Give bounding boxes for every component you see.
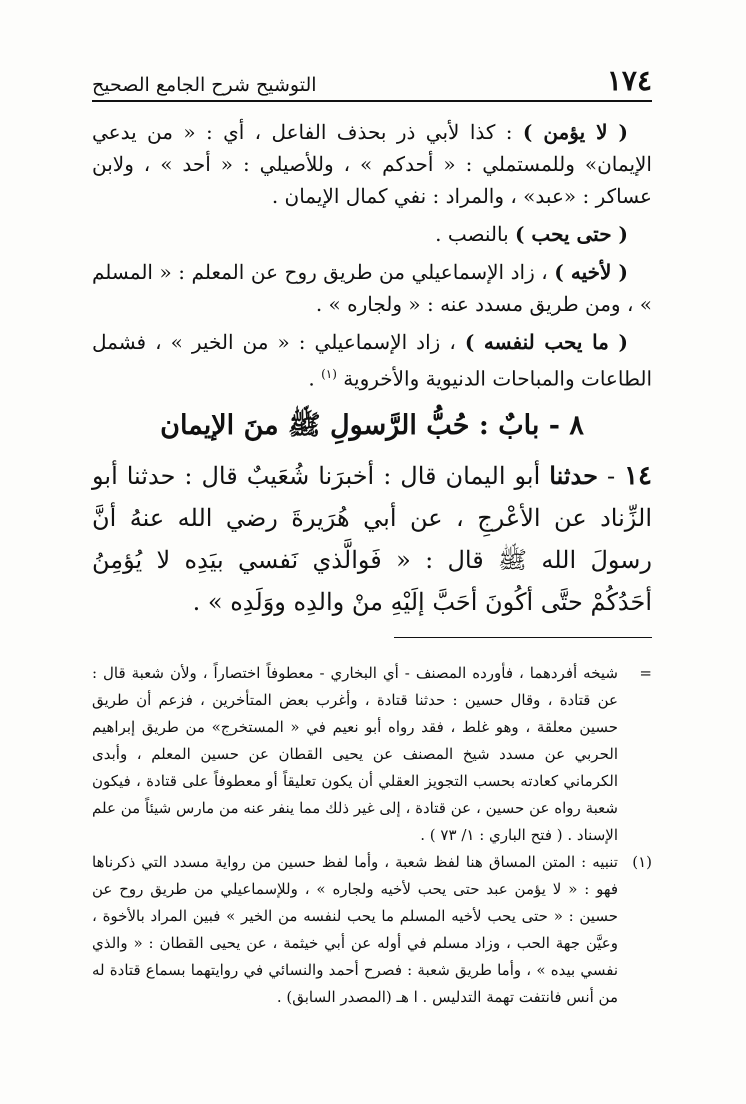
footnote-marker: = xyxy=(639,663,652,682)
lemma: ( ما يحب لنفسه ) xyxy=(464,330,628,354)
commentary-text: ، زاد الإسماعيلي : « من الخير » ، فشمل الطاعات والمباحات الدنيوية والأخروية xyxy=(92,330,652,391)
commentary-paragraph xyxy=(92,256,652,320)
lemma: ( لا يؤمن ) xyxy=(522,120,628,144)
lemma: ( لأخيه ) xyxy=(554,260,628,284)
footnote-text: تنبيه : المتن المساق هنا لفظ شعبة ، وأما لفظ حسين من رواية مسدد التي ذكرناها فهو : « لا يؤمن عبد حتى يحب لأخيه ولجاره » ، وللإسماعيلي من طريق روح عن حسين : « حتى يحب لأخيه المسلم ما يحب لنفسه من الخير » فبين المراد بالأخوة ، وعيَّن جهة الحب ، وزاد مسلم في أوله عن أبي خيثمة ، عن يحيى القطان : « والذي نفسي بيده » ، وأما طريق شعبة : فصرح أحمد والنسائي في روايتهما بسماع قتادة له من أنس فانتفت تهمة التدليس . ا هـ (المصدر السابق) . xyxy=(92,852,618,1006)
commentary-paragraph xyxy=(92,218,652,250)
commentary-text: ، زاد الإسماعيلي من طريق روح عن المعلم : « المسلم » ، ومن طريق مسدد عنه : « ولجاره » . xyxy=(92,260,652,316)
commentary-text: : كذا لأبي ذر بحذف الفاعل ، أي : « من يدعي الإيمان» وللمستملي : « أحدكم » ، وللأصيلي : « أحد » ، ولابن عساكر : «عبد» ، والمراد : نفي كمال الإيمان . xyxy=(92,120,652,208)
book-page xyxy=(92,56,652,1011)
footnote-text: شيخه أفردهما ، فأورده المصنف - أي البخاري - معطوفاً اختصاراً ، ولأن شعبة قال : عن قتادة ، وقال حسين : حدثنا قتادة ، وأغرب بعض المتأخرين ، فزعم أن طريق حسين معلقة ، وهو غلط ، فقد رواه أبو نعيم في « المستخرج» من طريق إبراهيم الحربي عن مسدد شيخ المصنف عن يحيى القطان عن حسين المعلم ، وأبدى الكرماني كعادته بحسب التجويز العقلي أن يكون تعليقاً أو معطوفاً على قتادة ، فيكون شعبة رواه عن حسين ، عن قتادة ، إلى غير ذلك مما ينفر عنه من مارس شيئاً من علم الإسناد . ( فتح الباري : ١/ ٧٣ ) . xyxy=(92,663,618,844)
footnote-marker: (١) xyxy=(632,852,652,871)
chapter-heading: ٨ - بابٌ : حُبُّ الرَّسولِ ﷺ منَ الإيمان xyxy=(160,409,584,441)
prophetic-words: فَوالَّذي نَفسي بيَدِه لا يُؤمِنُ أحَدُكُمْ حتَّى أكُونَ أحَبَّ إلَيْهِ منْ والدِه ووَلَدِه xyxy=(92,545,652,616)
hadith-text: ١٤ - حدثنا أبو اليمان قال : أخبرَنا شُعَيبٌ قال : حدثنا أبو الزِّناد عن الأعْرجِ ، عن أبي هُرَيرةَ رضي الله عنهُ أنَّ رسولَ الله ﷺ قال : « فَوالَّذي نَفسي بيَدِه لا يُؤمِنُ أحَدُكُمْ حتَّى أكُونَ أحَبَّ إلَيْهِ منْ والدِه ووَلَدِه » . xyxy=(92,460,652,616)
hadith-tail: » . xyxy=(192,587,231,616)
footnotes xyxy=(92,660,652,1011)
commentary-tail: . xyxy=(308,366,322,391)
page-number: ١٧٤ xyxy=(606,64,652,97)
hadith-chain: أبو اليمان قال : أخبرَنا شُعَيبٌ قال : حدثنا أبو الزِّناد عن الأعْرجِ ، عن أبي هُرَيرةَ رضي الله عنهُ أنَّ رسولَ الله ﷺ قال : « xyxy=(92,461,652,574)
footnote-separator xyxy=(394,637,652,638)
running-title: التوشيح شرح الجامع الصحيح xyxy=(92,74,317,96)
commentary-paragraph xyxy=(92,116,652,212)
page-header xyxy=(92,56,652,102)
hadith-number: ١٤ xyxy=(624,460,652,491)
commentary-section xyxy=(92,116,652,623)
commentary-text: بالنصب . xyxy=(435,222,515,246)
hadith-opening: حدثنا xyxy=(549,460,598,490)
commentary-paragraph xyxy=(92,326,652,395)
lemma: ( حتى يحب ) xyxy=(515,222,628,246)
footnote-1 xyxy=(92,849,652,1011)
footnote-continuation xyxy=(92,660,652,849)
footnote-ref: (١) xyxy=(321,367,337,381)
